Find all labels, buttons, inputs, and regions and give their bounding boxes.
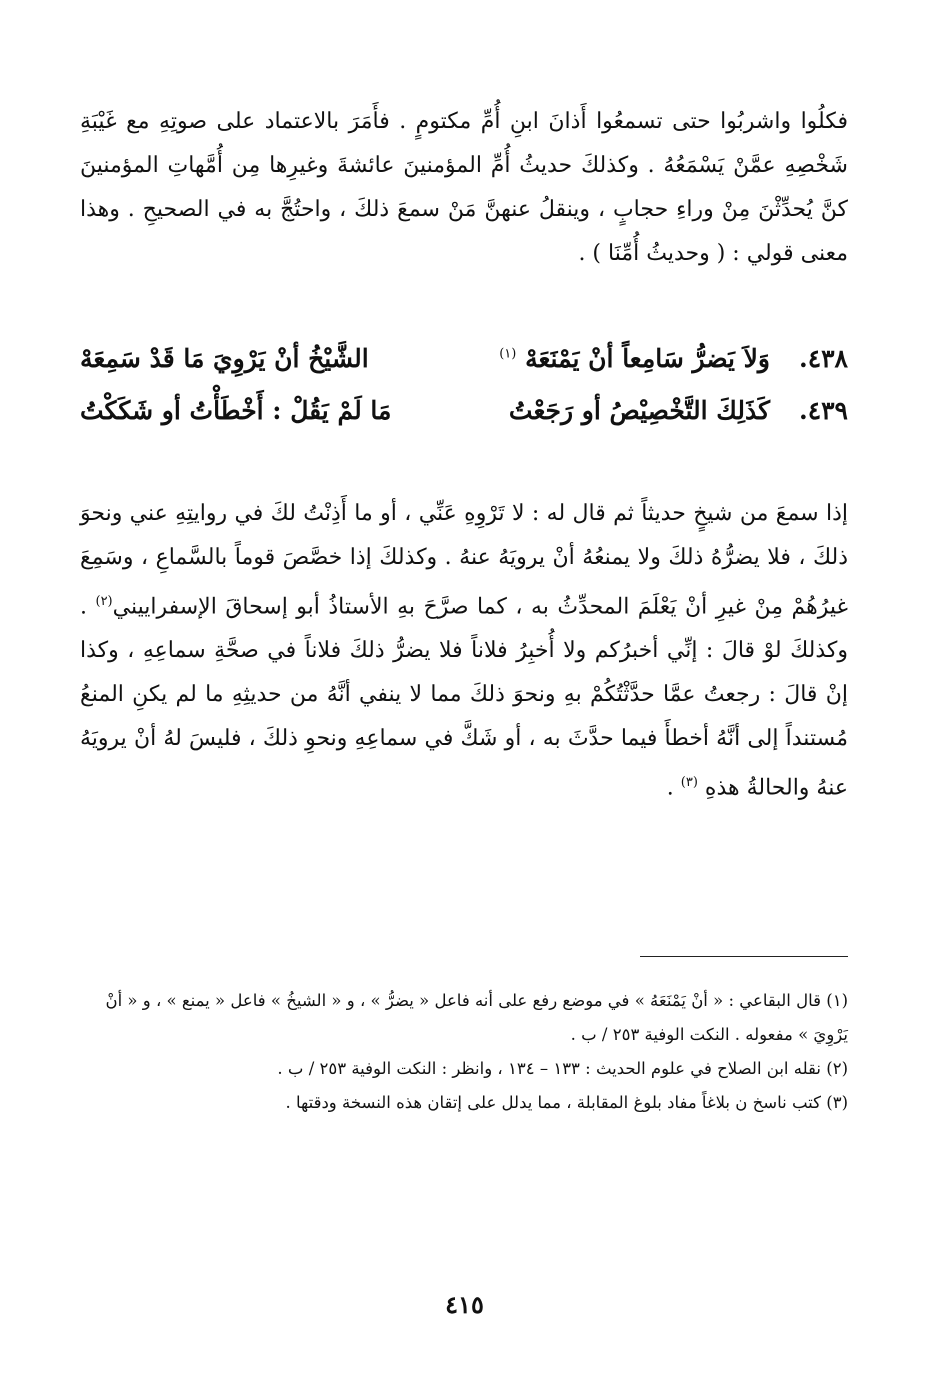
verse-number: ٤٣٨. (798, 343, 848, 373)
verse-number: ٤٣٩. (798, 395, 848, 425)
verse-439 (80, 384, 848, 436)
footnote-1: (١) قال البقاعي : « أنْ يَمْنَعَهُ » في موضع رفع على أنه فاعل « يضرُّ » ، و « الشيخُ » فاعل « يمنع » ، و « أنْ يَرْوِيَ » مفعوله . النكت الوفية ٢٥٣ / ب . (105, 991, 848, 1044)
verse-hemistich-2: مَا لَمْ يَقُلْ : أَخْطَأْتُ أو شَكَكْتُ (80, 395, 392, 425)
page-number: ٤١٥ (445, 1290, 484, 1319)
paragraph-1: فكلُوا واشربُوا حتى تسمعُوا أَذانَ ابنِ أُمِّ مكتومٍ . فأَمَرَ بالاعتماد على صوتِهِ مع غَيْبَةِ شَخْصِهِ عمَّنْ يَسْمَعُهُ . وكذلكَ حديثُ أُمِّ المؤمنينَ عائشةَ وغيرِها مِن أُمَّهاتِ المؤمنينَ كنَّ يُحدِّثْنَ مِنْ وراءِ حجابٍ ، وينقلُ عنهنَّ مَنْ سمعَ ذلكَ ، واحتُجَّ به في الصحيحِ . وهذا معنى قولي : ( وحديثُ أُمِّنَا ) . (80, 109, 848, 266)
verse-hemistich-2: الشَّيْخُ أنْ يَرْوِيَ مَا قَدْ سَمِعَهْ (80, 343, 369, 373)
footnote-3: (٣) كتب ناسخ ن بلاغاً مفاد بلوغ المقابلة ، مما يدلل على إتقان هذه النسخة ودقتها . (285, 1093, 848, 1112)
verse-hemistich-1: كَذَلِكَ التَّخْصِيْصُ أو رَجَعْتُ (508, 395, 770, 425)
paragraph-2: إذا سمعَ من شيخٍ حديثاً ثم قال له : لا تَرْوِهِ عَنِّي ، أو ما أَذِنْتُ لكَ في روايتِهِ عني ونحوَ ذلكَ ، فلا يضرُّهُ ذلكَ ولا يمنعُهُ أنْ يرويَهُ عنهُ . وكذلكَ إذا خصَّصَ قوماً بالسَّماعِ ، وسَمِعَ غيرُهُمْ مِنْ غيرِ أنْ يَعْلَمَ المحدِّثُ به ، كما صرَّحَ بهِ الأستاذُ أبو إسحاقَ الإسفراييني$^{(٢)}$ . وكذلكَ لوْ قالَ : إنِّي أخبرُكم ولا أُخبِرُ فلاناً فلا يضرُّ ذلكَ فلاناً في صحَّةِ سماعِهِ ، وكذا إنْ قالَ : رجعتُ عمَّا حدَّثْتُكُمْ بهِ ونحوَ ذلكَ مما لا ينفي أنَّهُ من حديثِهِ ما لم يكنِ المنعُ مُستنداً إلى أنَّهُ أخطأَ فيما حدَّثَ به ، أو شَكَّ في سماعِهِ ونحوِ ذلكَ ، فليسَ لهُ أنْ يرويَهُ عنهُ والحالةُ هذهِ $^{(٣)}$ . (80, 501, 848, 801)
footnote-marker: (١) (499, 346, 517, 362)
verse-438 (80, 332, 848, 384)
footnote-marker: (٣) (680, 775, 698, 791)
footnote-divider (640, 956, 848, 957)
footnotes (80, 984, 848, 1120)
verses (80, 332, 848, 436)
verse-hemistich-1: وَلاَ يَضرُّ سَامِعاً أنْ يَمْنَعَهْ $^{(١)}$ (499, 343, 770, 373)
footnote-marker: (٢) (95, 594, 113, 609)
footnote-2: (٢) نقله ابن الصلاح في علوم الحديث : ١٣٣ – ١٣٤ ، وانظر : النكت الوفية ٢٥٣ / ب . (277, 1059, 848, 1078)
